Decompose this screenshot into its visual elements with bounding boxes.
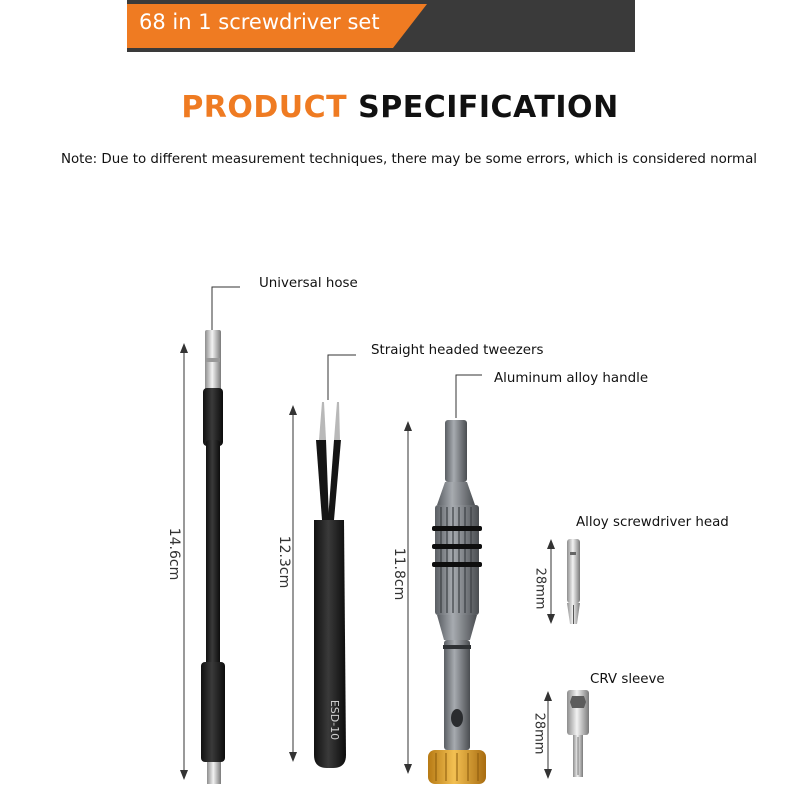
dim-screwdriver-head: 28mm — [532, 567, 548, 610]
tweezers — [314, 402, 346, 768]
label-aluminum-handle: Aluminum alloy handle — [494, 371, 649, 386]
tweezers-marking: ESD-10 — [328, 699, 341, 741]
universal-hose-callout — [212, 287, 240, 330]
banner-title: 68 in 1 screwdriver set — [139, 10, 380, 34]
crv-sleeve — [567, 690, 589, 777]
heading-highlight: PRODUCT — [181, 90, 348, 125]
label-tweezers: Straight headed tweezers — [371, 343, 544, 358]
universal-hose — [201, 330, 225, 784]
measurement-note: Note: Due to different measurement techniques, there may be some errors, which is considered normal — [60, 152, 758, 167]
label-crv-sleeve: CRV sleeve — [590, 672, 665, 687]
label-universal-hose: Universal hose — [259, 276, 358, 291]
aluminum-handle — [428, 420, 486, 784]
heading-rest: SPECIFICATION — [358, 90, 619, 125]
screwdriver-bit — [567, 539, 580, 624]
dim-crv-sleeve: 28mm — [531, 712, 547, 755]
dim-tweezers: 12.3cm — [276, 535, 292, 589]
tweezers-callout — [328, 355, 356, 400]
bit-dimension — [547, 539, 555, 624]
dim-universal-hose: 14.6cm — [166, 527, 182, 581]
handle-callout — [456, 375, 482, 418]
label-screwdriver-head: Alloy screwdriver head — [576, 515, 729, 530]
dim-aluminum-handle: 11.8cm — [391, 547, 407, 601]
